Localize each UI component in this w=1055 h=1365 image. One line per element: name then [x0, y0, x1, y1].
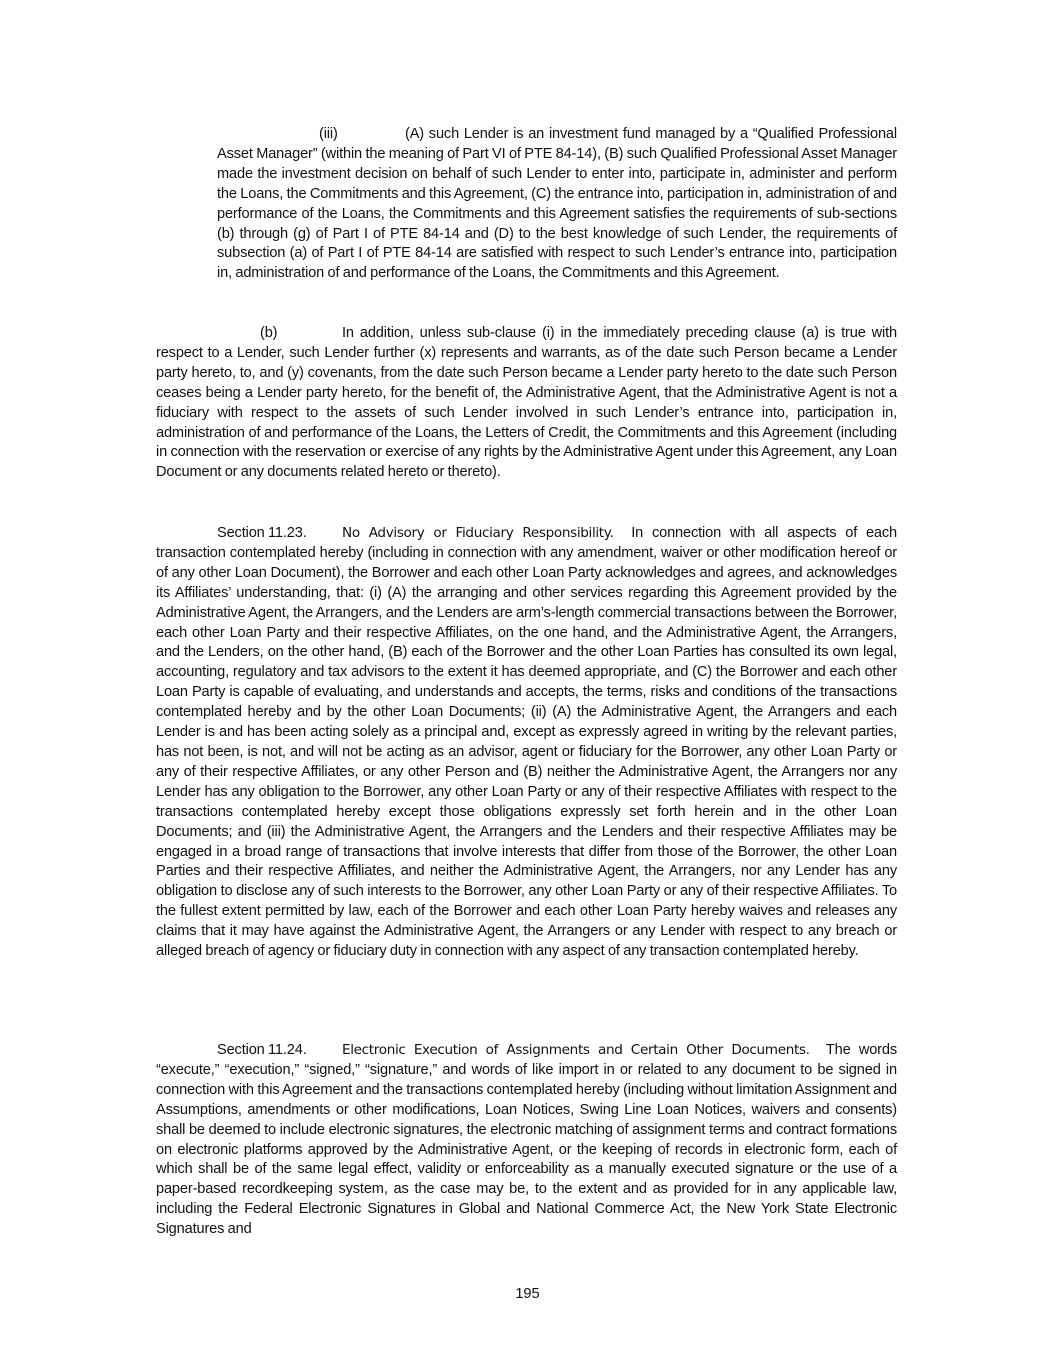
clause-iii-text: (A) such Lender is an investment fund managed by a “Qualified Professional Asset Manager” (within the meaning of Part VI of PTE 84-14), (B) such Qualified Professional Asset Manager made the investment decision on behalf of such Lender to enter into, participate in, administer and perform the Loans, the Commitments and this Agreement, (C) the entrance into, participation in, administration of and performance of the Loans, the Commitments and this Agreement satisfies the requirements of sub-sections (b) through (g) of Part I of PTE 84-14 and (D) to the best knowledge of such Lender, the requirements of subsection (a) of Part I of PTE 84-14 are satisfied with respect to such Lender’s entrance into, participation in, administration of and performance of the Loans, the Commitments and this Agreement.	[217, 126, 897, 282]
clause-b-paragraph	[156, 324, 897, 483]
section-11-24-heading: Electronic Execution of Assignments and Certain Other Documents.	[342, 1042, 810, 1058]
clause-iii-marker: (iii)	[319, 126, 338, 142]
clause-iii-paragraph	[217, 125, 897, 284]
section-11-24-text: The words “execute,” “execution,” “signed,” “signature,” and words of like import in or related to any document to be signed in connection with this Agreement and the transactions contemplated hereby (including without limitation Assignment and Assumptions, amendments or other modifications, Loan Notices, Swing Line Loan Notices, waivers and consents) shall be deemed to include electronic signatures, the electronic matching of assignment terms and contract formations on electronic platforms approved by the Administrative Agent, or the keeping of records in electronic form, each of which shall be of the same legal effect, validity or enforceability as a manually executed signature or the use of a paper-based recordkeeping system, as the case may be, to the extent and as provided for in any applicable law, including the Federal Electronic Signatures in Global and National Commerce Act, the New York State Electronic Signatures and	[156, 1042, 898, 1238]
section-11-23-text: In connection with all aspects of each transaction contemplated hereby (including in connection with any amendment, waiver or other modification hereof or of any other Loan Document), the Borrower and each other Loan Party acknowledges and agrees, and acknowledges its Affiliates’ understanding, that: (i) (A) the arranging and other services regarding this Agreement provided by the Administrative Agent, the Arrangers, and the Lenders are arm’s-length commercial transactions between the Borrower, each other Loan Party and their respective Affiliates, on the one hand, and the Administrative Agent, the Arrangers, and the Lenders, on the other hand, (B) each of the Borrower and the other Loan Parties has consulted its own legal, accounting, regulatory and tax advisors to the extent it has deemed appropriate, and (C) the Borrower and each other Loan Party is capable of evaluating, and understands and accepts, the terms, risks and conditions of the transactions contemplated hereby and by the other Loan Documents; (ii) (A) the Administrative Agent, the Arrangers and each Lender is and has been acting solely as a principal and, except as expressly agreed in writing by the relevant parties, has not been, is not, and will not be acting as an advisor, agent or fiduciary for the Borrower, any other Loan Party or any of their respective Affiliates, or any other Person and (B) neither the Administrative Agent, the Arrangers nor any Lender has any obligation to the Borrower, any other Loan Party or any of their respective Affiliates with respect to the transactions contemplated hereby except those obligations expressly set forth herein and in the other Loan Documents; and (iii) the Administrative Agent, the Arrangers and the Lenders and their respective Affiliates may be engaged in a broad range of transactions that involve interests that differ from those of the Borrower, the other Loan Parties and their respective Affiliates, and neither the Administrative Agent, the Arrangers, nor any Lender has any obligation to disclose any of such interests to the Borrower, any other Loan Party or any of their respective Affiliates. To the fullest extent permitted by law, each of the Borrower and each other Loan Party hereby waives and releases any claims that it may have against the Administrative Agent, the Arrangers or any Lender with respect to any breach or alleged breach of agency or fiduciary duty in connection with any aspect of any transaction contemplated hereby.	[156, 525, 897, 960]
section-11-23-paragraph	[156, 524, 897, 962]
clause-b-text: In addition, unless sub-clause (i) in the immediately preceding clause (a) is true with respect to a Lender, such Lender further (x) represents and warrants, as of the date such Person became a Lender party hereto, to, and (y) covenants, from the date such Person became a Lender party hereto to the date such Person ceases being a Lender party hereto, for the benefit of, the Administrative Agent, that the Administrative Agent is not a fiduciary with respect to the assets of such Lender involved in such Lender’s entrance into, participation in, administration of and performance of the Loans, the Letters of Credit, the Commitments and this Agreement (including in connection with the reservation or exercise of any rights by the Administrative Agent under this Agreement, any Loan Document or any documents related hereto or thereto).	[156, 325, 897, 481]
section-11-24-paragraph	[156, 1041, 897, 1240]
page-number: 195	[515, 1286, 540, 1302]
section-11-24-number: Section 11.24.	[217, 1042, 307, 1058]
section-11-23-heading: No Advisory or Fiduciary Responsibility.	[342, 525, 614, 541]
section-11-23-number: Section 11.23.	[217, 525, 307, 541]
clause-b-marker: (b)	[260, 325, 278, 341]
